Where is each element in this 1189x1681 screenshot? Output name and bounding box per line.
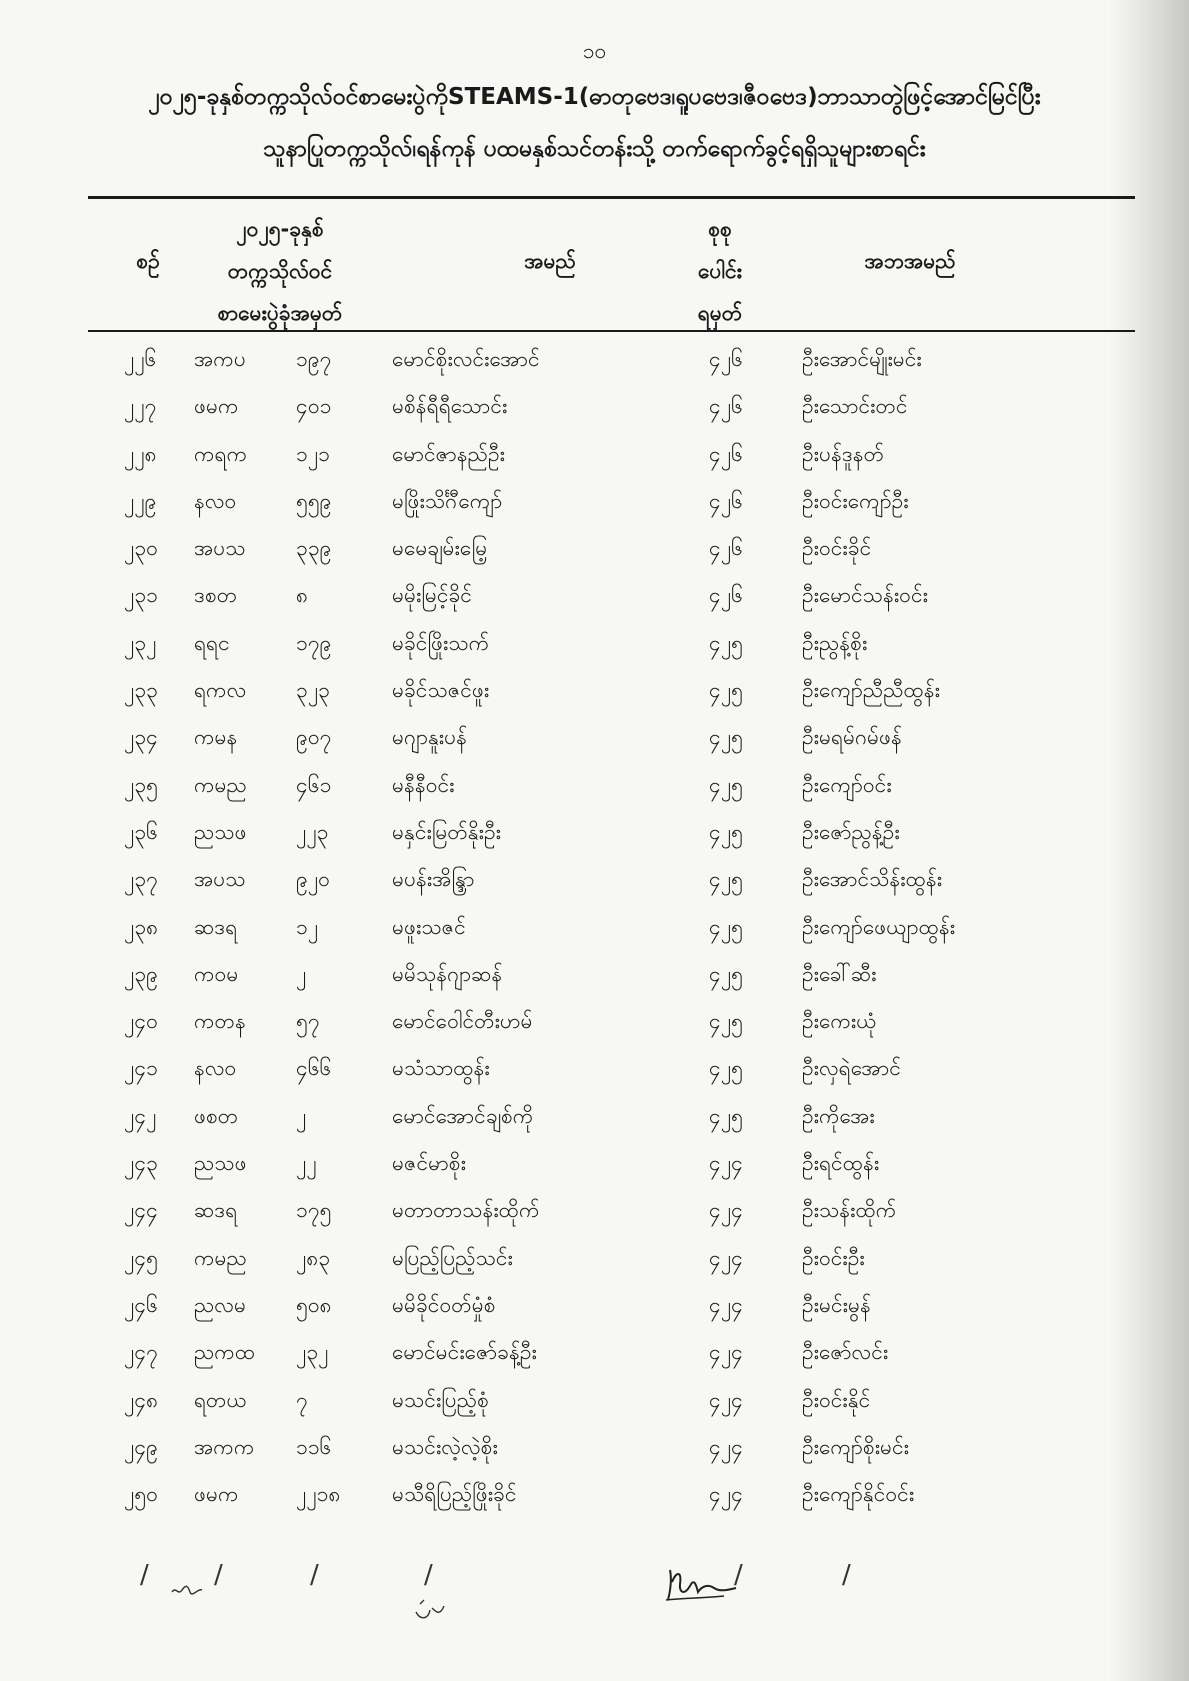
table-row: [0, 383, 1189, 430]
cell-name: မသင်းပြည့်စုံ: [392, 1387, 489, 1412]
cell-code: အပသ: [194, 867, 246, 892]
header-total-marks: [680, 208, 760, 334]
cell-father: ဦးမောင်သန်းဝင်း: [802, 583, 928, 608]
table-row: [0, 1377, 1189, 1424]
cell-father: ဦးအောင်မျိုးမင်း: [802, 347, 922, 371]
cell-code: ဖစတ: [194, 1103, 239, 1128]
table-row: [0, 809, 1189, 856]
cell-name: မခိုင်သဇင်ဖူး: [392, 678, 490, 703]
cell-code: ကမန: [194, 725, 238, 750]
cell-code: ကမည: [194, 772, 247, 797]
header-roll-line-3: စာမေးပွဲခုံအမှတ်: [217, 301, 343, 325]
cell-father: ဦးကျော်စိုးမင်း: [802, 1434, 910, 1459]
cell-roll: ၁၇၉: [296, 630, 332, 655]
cell-seq: ၂၂၉: [124, 488, 157, 513]
table-row: [0, 620, 1189, 667]
cell-total: ၄၂၆: [709, 347, 743, 371]
header-name: အမည်: [524, 249, 576, 273]
cell-code: နလဝ: [194, 1056, 237, 1081]
cell-roll: ၈: [296, 583, 308, 608]
cell-code: ရတယ: [194, 1387, 247, 1412]
cell-name: မစိန်ရီရီသောင်း: [392, 394, 508, 419]
cell-roll: ၁၇၅: [296, 1198, 332, 1223]
cell-name: မမိုးမြင့်ခိုင်: [392, 583, 472, 608]
cell-roll: ၅၇: [296, 1009, 320, 1034]
cell-total: ၄၂၅: [709, 1009, 743, 1034]
cell-seq: ၂၃၇: [124, 867, 158, 892]
table-row: [0, 1187, 1189, 1234]
cell-father: ဦးခေါ်ဆီး: [802, 961, 877, 986]
cell-roll: ၄၆၁: [296, 772, 332, 797]
cell-name: မနီနီဝင်း: [392, 772, 455, 797]
cell-total: ၄၂၄: [709, 1151, 743, 1176]
cell-total: ၄၂၄: [709, 1292, 743, 1317]
table-row: [0, 1282, 1189, 1329]
table-row: [0, 1329, 1189, 1376]
cell-total: ၄၂၄: [709, 1340, 743, 1365]
tick-mark: /: [140, 1560, 149, 1590]
header-roll-line-1: ၂၀၂၅-ခုနှစ်: [236, 217, 324, 241]
cell-father: ဦးဝင်းခိုင်: [802, 536, 872, 561]
cell-father: ဦးကေးယုံ: [802, 1009, 877, 1034]
cell-name: မဂျာနူးပန်: [392, 725, 467, 750]
cell-roll: ၄၆၆: [296, 1056, 332, 1081]
cell-total: ၄၂၅: [709, 867, 743, 892]
cell-father: ဦးဇော်လင်း: [802, 1340, 889, 1365]
header-father-name: အဘအမည်: [864, 249, 956, 273]
cell-code: ကတန: [194, 1009, 246, 1034]
cell-total: ၄၂၄: [709, 1245, 743, 1270]
cell-code: ညသဖ: [194, 819, 247, 844]
cell-code: ညကထ: [194, 1340, 256, 1365]
cell-father: ဦးသောင်းတင်: [802, 394, 908, 419]
cell-code: နလဝ: [194, 488, 237, 513]
cell-seq: ၂၄၆: [124, 1292, 158, 1317]
table-row: [0, 856, 1189, 903]
cell-total: ၄၂၅: [709, 725, 743, 750]
cell-code: အကက: [194, 1434, 255, 1459]
cell-total: ၄၂၅: [709, 914, 743, 939]
cell-code: ညသဖ: [194, 1151, 247, 1176]
cell-father: ဦးကျော်ဖေယျာထွန်း: [802, 914, 956, 939]
cell-name: မမိခိုင်ဝတ်မှုံစံ: [392, 1292, 496, 1317]
cell-code: အကပ: [194, 347, 246, 371]
cell-code: ကရက: [194, 441, 248, 466]
header-seq: စဉ်: [136, 249, 160, 273]
table-row: [0, 525, 1189, 572]
document-title-line-2: သူနာပြုတက္ကသိုလ်၊ရန်ကုန် ပထမနှစ်သင်တန်းသို့ တက်ရောက်ခွင့်ရရှိသူများစာရင်း: [263, 136, 926, 162]
cell-total: ၄၂၄: [709, 1387, 743, 1412]
table-header-rule: [88, 330, 1135, 332]
table-row: [0, 1093, 1189, 1140]
cell-roll: ၁၁၆: [296, 1434, 332, 1459]
cell-total: ၄၂၄: [709, 1198, 743, 1223]
table-row: [0, 1045, 1189, 1092]
cell-roll: ၁၉၇: [296, 347, 332, 371]
cell-name: မပြည့်ပြည့်သင်း: [392, 1245, 513, 1270]
handwritten-mark: [412, 1598, 448, 1624]
cell-code: ရရင: [194, 630, 230, 655]
cell-seq: ၂၂၇: [124, 394, 157, 419]
cell-father: ဦးကျော်နိုင်ဝင်း: [802, 1482, 915, 1507]
cell-code: ဖမက: [194, 394, 239, 419]
header-total-line-2: ပေါင်း: [698, 259, 742, 283]
cell-roll: ၇: [296, 1387, 308, 1412]
cell-total: ၄၂၆: [709, 583, 743, 608]
cell-code: ဒစတ: [194, 583, 238, 608]
table-row: [0, 904, 1189, 951]
cell-code: ကဝမ: [194, 961, 239, 986]
cell-name: မသံသာထွန်း: [392, 1056, 490, 1081]
table-row: [0, 762, 1189, 809]
tick-mark: /: [214, 1560, 223, 1590]
cell-seq: ၂၄၈: [124, 1387, 159, 1412]
cell-total: ၄၂၆: [709, 488, 743, 513]
cell-seq: ၂၄၃: [124, 1151, 158, 1176]
cell-seq: ၂၄၄: [124, 1198, 158, 1223]
cell-total: ၄၂၅: [709, 819, 743, 844]
tick-mark: /: [310, 1560, 319, 1590]
cell-code: ညလမ: [194, 1292, 246, 1317]
cell-code: ဆဒရ: [194, 1198, 238, 1223]
table-row: [0, 998, 1189, 1045]
cell-total: ၄၂၄: [709, 1482, 743, 1507]
cell-total: ၄၂၅: [709, 772, 743, 797]
cell-name: မနှင်းမြတ်နိုးဦး: [392, 819, 501, 844]
cell-seq: ၂၄၉: [124, 1434, 158, 1459]
cell-roll: ၂: [296, 961, 307, 986]
header-total-line-1: စုစု: [708, 217, 732, 241]
table-row: [0, 572, 1189, 619]
header-total-line-3: ရမှတ်: [697, 301, 743, 325]
cell-total: ၄၂၅: [709, 630, 743, 655]
table-row: [0, 951, 1189, 998]
table-row: [0, 667, 1189, 714]
cell-roll: ၅၀၈: [296, 1292, 332, 1317]
tick-mark: /: [842, 1560, 851, 1590]
cell-seq: ၂၃၂: [124, 630, 157, 655]
cell-father: ဦးမရမ်ဂမ်ဖန်: [802, 725, 902, 750]
cell-total: ၄၂၅: [709, 678, 743, 703]
cell-code: ရကလ: [194, 678, 247, 703]
cell-roll: ၅၅၉: [296, 488, 332, 513]
cell-seq: ၂၃၁: [124, 583, 158, 608]
cell-name: မဖြိုးသိင်္ဂီကျော်: [392, 488, 503, 513]
cell-seq: ၂၄၅: [124, 1245, 158, 1270]
cell-code: ကမည: [194, 1245, 247, 1270]
header-roll-number: [180, 208, 380, 334]
cell-seq: ၂၃၆: [124, 819, 158, 844]
table-row: [0, 431, 1189, 478]
cell-roll: ၄၀၁: [296, 394, 332, 419]
cell-name: မောင်ဝေါင်တီးဟမ်: [392, 1009, 533, 1034]
cell-roll: ၉၂၀: [296, 867, 330, 892]
cell-code: ဆဒရ: [194, 914, 238, 939]
table-body: [0, 336, 1189, 1518]
handwritten-initials: [170, 1582, 204, 1598]
cell-roll: ၂၂၃: [296, 819, 329, 844]
cell-seq: ၂၄၇: [124, 1340, 158, 1365]
cell-father: ဦးမင်းမွန်: [802, 1292, 871, 1317]
cell-total: ၄၂၅: [709, 1056, 743, 1081]
cell-seq: ၂၄၀: [124, 1009, 158, 1034]
page-number: ၁၀: [582, 39, 607, 63]
cell-name: မသီရိပြည့်ဖြိုးခိုင်: [392, 1482, 517, 1507]
cell-code: အပသ: [194, 536, 246, 561]
cell-name: မတာတာသန်းထိုက်: [392, 1198, 540, 1223]
cell-father: ဦးသန်းထိုက်: [802, 1198, 897, 1223]
cell-father: ဦးညွန့်စိုး: [802, 630, 868, 655]
table-row: [0, 714, 1189, 761]
cell-total: ၄၂၄: [709, 1434, 743, 1459]
cell-father: ဦးဝင်းနိုင်: [802, 1387, 871, 1412]
cell-code: ဖမက: [194, 1482, 239, 1507]
cell-roll: ၂၈၃: [296, 1245, 331, 1270]
cell-father: ဦးဝင်းကျော်ဦး: [802, 488, 909, 513]
cell-roll: ၂၃၂: [296, 1340, 329, 1365]
table-row: [0, 1140, 1189, 1187]
cell-name: မောင်မင်းဇော်ခန့်ဦး: [392, 1340, 537, 1365]
cell-name: မောင်စိုးလင်းအောင်: [392, 347, 540, 371]
cell-father: ဦးဝင်းဦး: [802, 1245, 865, 1270]
cell-seq: ၂၃၀: [124, 536, 158, 561]
cell-name: မပန်းအိန္ဒြာ: [392, 867, 475, 892]
cell-total: ၄၂၆: [709, 536, 743, 561]
cell-father: ဦးကျော်ဝင်း: [802, 772, 892, 797]
cell-name: မခိုင်ဖြိုးသက်: [392, 630, 490, 655]
cell-roll: ၁၂: [296, 914, 319, 939]
cell-seq: ၂၂၆: [124, 347, 157, 371]
tick-mark: /: [424, 1560, 433, 1590]
tick-mark: /: [734, 1560, 743, 1590]
cell-roll: ၃၂၃: [296, 678, 330, 703]
cell-seq: ၂၄၂: [124, 1103, 157, 1128]
cell-father: ဦးလှရဲအောင်: [802, 1056, 901, 1081]
cell-total: ၄၂၅: [709, 961, 743, 986]
cell-roll: ၂၂: [296, 1151, 317, 1176]
table-row: [0, 336, 1189, 383]
cell-roll: ၂၂၁၈: [296, 1482, 341, 1507]
cell-seq: ၂၃၈: [124, 914, 159, 939]
cell-seq: ၂၃၄: [124, 725, 158, 750]
cell-father: ဦးရင်ထွန်း: [802, 1151, 880, 1176]
cell-father: ဦးဇော်ညွန့်ဦး: [802, 819, 900, 844]
cell-roll: ၃၃၉: [296, 536, 332, 561]
signature: [662, 1560, 742, 1606]
table-row: [0, 1471, 1189, 1518]
table-row: [0, 478, 1189, 525]
cell-roll: ၂: [296, 1103, 307, 1128]
cell-seq: ၂၅၀: [124, 1482, 158, 1507]
cell-name: မသင်းလဲ့လဲ့စိုး: [392, 1434, 498, 1459]
cell-name: မမေချမ်းမြေ့: [392, 536, 488, 561]
cell-father: ဦးကိုအေး: [802, 1103, 875, 1128]
table-row: [0, 1235, 1189, 1282]
cell-name: မမိသုန်ဂျာဆန်: [392, 961, 503, 986]
cell-father: ဦးအောင်သိန်းထွန်း: [802, 867, 943, 892]
cell-total: ၄၂၆: [709, 394, 743, 419]
cell-roll: ၁၂၁: [296, 441, 330, 466]
cell-seq: ၂၃၃: [124, 678, 158, 703]
cell-seq: ၂၂၈: [124, 441, 157, 466]
cell-name: မောင်အောင်ချစ်ကို: [392, 1103, 534, 1128]
cell-father: ဦးကျော်ညီညီထွန်း: [802, 678, 940, 703]
cell-name: မောင်ဇာနည်ဦး: [392, 441, 505, 466]
cell-father: ဦးပန်ဒူနတ်: [802, 441, 885, 466]
cell-total: ၄၂၆: [709, 441, 743, 466]
cell-seq: ၂၃၉: [124, 961, 158, 986]
cell-seq: ၂၃၅: [124, 772, 158, 797]
table-top-rule: [88, 196, 1135, 199]
cell-name: မဖူးသဇင်: [392, 914, 466, 939]
cell-total: ၄၂၅: [709, 1103, 743, 1128]
header-roll-line-2: တက္ကသိုလ်ဝင်: [227, 259, 333, 283]
document-title-line-1: ၂၀၂၅-ခုနှစ်တက္ကသိုလ်ဝင်စာမေးပွဲကိုSTEAMS-1(ဓာတုဗေဒ၊ရူပဗေဒ၊ဇီဝဗေဒ)ဘာသာတွဲဖြင့်အောင်မြင်ပြီး: [148, 84, 1041, 110]
cell-seq: ၂၄၁: [124, 1056, 158, 1081]
cell-roll: ၉၀၇: [296, 725, 332, 750]
table-row: [0, 1424, 1189, 1471]
cell-name: မဇင်မာစိုး: [392, 1151, 466, 1176]
